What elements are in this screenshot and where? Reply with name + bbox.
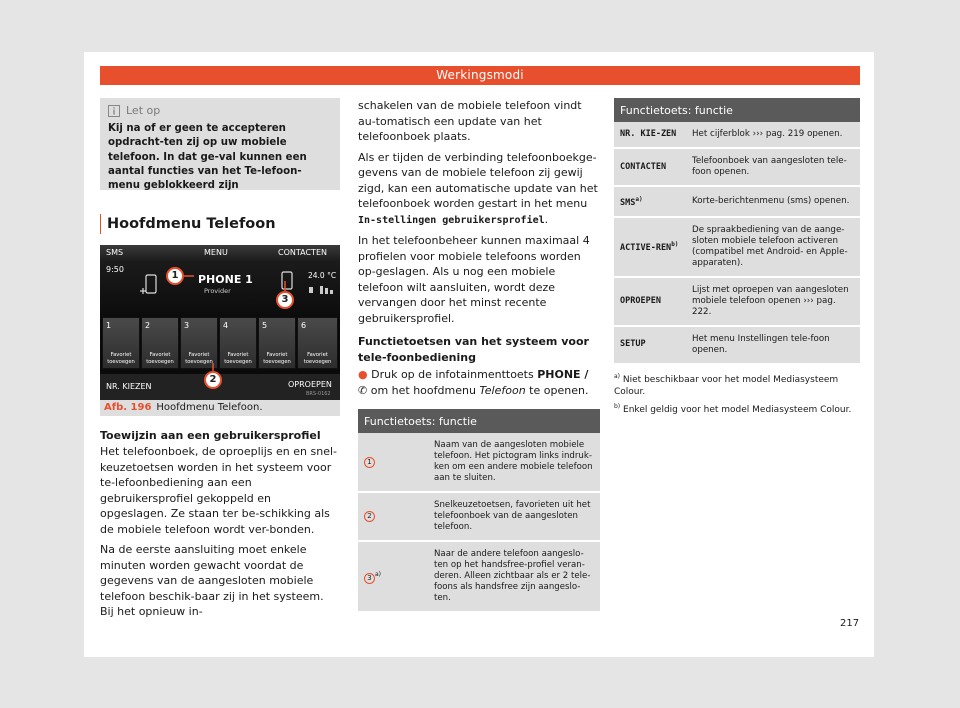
table-header: Functietoets: functie	[358, 409, 600, 433]
favorite-tile-5: 5 Favoriet toevoegen	[258, 317, 296, 369]
column-right	[614, 98, 860, 416]
paragraph: Als er tijden de verbinding telefoonboekge-gevens van de mobiele telefoon zij gewij zigd, kan een automatische update van het telefoonboek worden gestart in het menu In-stellingen gebruikersprofiel.	[358, 150, 598, 226]
footnote-a: $^{a)}$ Niet beschikbaar voor het model Mediasysteem Colour.	[614, 372, 839, 398]
favorite-tile-2: 2 Favoriet toevoegen	[141, 317, 179, 369]
table-row: SMS$^{a)}$ Korte-berichtenmenu (sms) openen.	[614, 186, 860, 217]
page-number: 217	[840, 618, 860, 629]
subheading-profile: Toewijzin aan een gebruikersprofiel	[100, 429, 321, 442]
screen-nr-kiezen: NR. KIEZEN	[106, 382, 152, 391]
table-header: Functietoets: functie	[614, 98, 860, 122]
note-text: Kij na of er geen te accepteren opdracht-ten zij op uw mobiele telefoon. In dat ge-val kunnen een aantal functies van het Te-lefoon-menu geblokkeerd zijn	[108, 123, 307, 192]
screen-contacten: CONTACTEN	[278, 248, 327, 257]
subheading-function-keys: Functietoetsen van het systeem voor tele-foonbediening	[358, 335, 589, 364]
favorite-tile-1: 1 Favoriet toevoegen	[102, 317, 140, 369]
paragraph: Na de eerste aansluiting moet enkele minuten worden gewacht voordat de gegevens van de aangesloten mobiele telefoon beschik-baar zij in het systeem. Bij het opnieuw in-	[100, 543, 324, 618]
callout-lines	[100, 245, 340, 400]
footnote-b: $^{b)}$ Enkel geldig voor het model Mediasysteem Colour.	[614, 402, 852, 415]
favorite-tile-3: 3 Favoriet toevoegen	[180, 317, 218, 369]
column-left	[100, 98, 340, 620]
figure-number: Afb. 196	[104, 402, 152, 413]
phone-key: PHONE / ✆	[358, 368, 589, 397]
table-row: 2 Snelkeuzetoetsen, favorieten uit het telefoonboek van de aangesloten telefoon.	[358, 492, 600, 541]
table-row: ACTIVE-REN$^{b)}$ De spraakbediening van de aange-sloten mobiele telefoon activeren (compatibel met Android- en Apple-apparaten).	[614, 217, 860, 277]
note-title	[108, 104, 332, 117]
paragraph: schakelen van de mobiele telefoon vindt au-tomatisch een update van het telefoonboek plaats.	[358, 99, 582, 143]
screen-phone-name: PHONE 1	[198, 273, 253, 286]
note-box	[100, 98, 340, 190]
note-title-text: Let op	[126, 104, 161, 117]
callout-3: 3	[276, 291, 294, 309]
figure-caption	[100, 400, 340, 416]
phone-menu-figure	[100, 245, 340, 400]
function-table-1	[358, 409, 600, 613]
section-title: Hoofdmenu Telefoon	[100, 214, 340, 234]
bullet-icon: ●	[358, 368, 368, 381]
info-icon	[108, 105, 120, 117]
screen-oproepen: OPROEPEN	[288, 380, 332, 389]
callout-2: 2	[204, 371, 222, 389]
column-middle	[358, 98, 600, 613]
function-table-2	[614, 98, 860, 365]
figure-code: BRS-0162	[306, 391, 331, 397]
figure-caption-text: Hoofdmenu Telefoon.	[156, 402, 263, 413]
table-row: 3 $^{a)}$ Naar de andere telefoon aangeslo-ten op het handsfree-profiel veran-deren. Alleen zichtbaar als er 2 tele-foons als handsfree zijn aangeslo-ten.	[358, 541, 600, 612]
chapter-header: Werkingsmodi	[100, 66, 860, 85]
favorite-tile-4: 4 Favoriet toevoegen	[219, 317, 257, 369]
callout-1: 1	[166, 267, 184, 285]
screen-menu: MENU	[204, 248, 228, 257]
paragraph: In het telefoonbeheer kunnen maximaal 4 profielen voor mobiele telefoons worden op-geslagen. Als u nog een mobiele telefoon wilt aansluiten, wordt deze vervangen door het minst recente gebruikersprofiel.	[358, 234, 590, 325]
favorite-tile-6: 6 Favoriet toevoegen	[297, 317, 338, 369]
menu-name: In-stellingen gebruikersprofiel	[358, 214, 545, 226]
table-row: OPROEPEN Lijst met oproepen van aangesloten mobiele telefoon openen ››› pag. 222.	[614, 277, 860, 326]
table-row: 1 Naam van de aangesloten mobiele telefoon. Het pictogram links indruk-ken om een andere mobiele telefoon aan te sluiten.	[358, 433, 600, 492]
table-row: NR. KIE-ZEN Het cijferblok ››› pag. 219 openen.	[614, 122, 860, 148]
table-row: CONTACTEN Telefoonboek van aangesloten tele-foon openen.	[614, 148, 860, 186]
paragraph: Het telefoonboek, de oproeplijs en en snel-keuzetoetsen worden in het systeem voor te-lefoonbediening aan een gebruikersprofiel gekoppeld en opgeslagen. Ze staan ter be-schikking als de mobiele telefoon wordt ver-bonden.	[100, 445, 337, 536]
instruction: ● Druk op de infotainmenttoets PHONE / ✆ om het hoofdmenu Telefoon te openen.	[358, 368, 589, 397]
screen-temperature: 24.0 °C	[308, 271, 337, 280]
screen-time: 9:50	[106, 265, 124, 274]
screen-sms: SMS	[106, 248, 124, 257]
screen-provider: Provider	[204, 287, 231, 295]
table-row: SETUP Het menu Instellingen tele-foon openen.	[614, 326, 860, 364]
